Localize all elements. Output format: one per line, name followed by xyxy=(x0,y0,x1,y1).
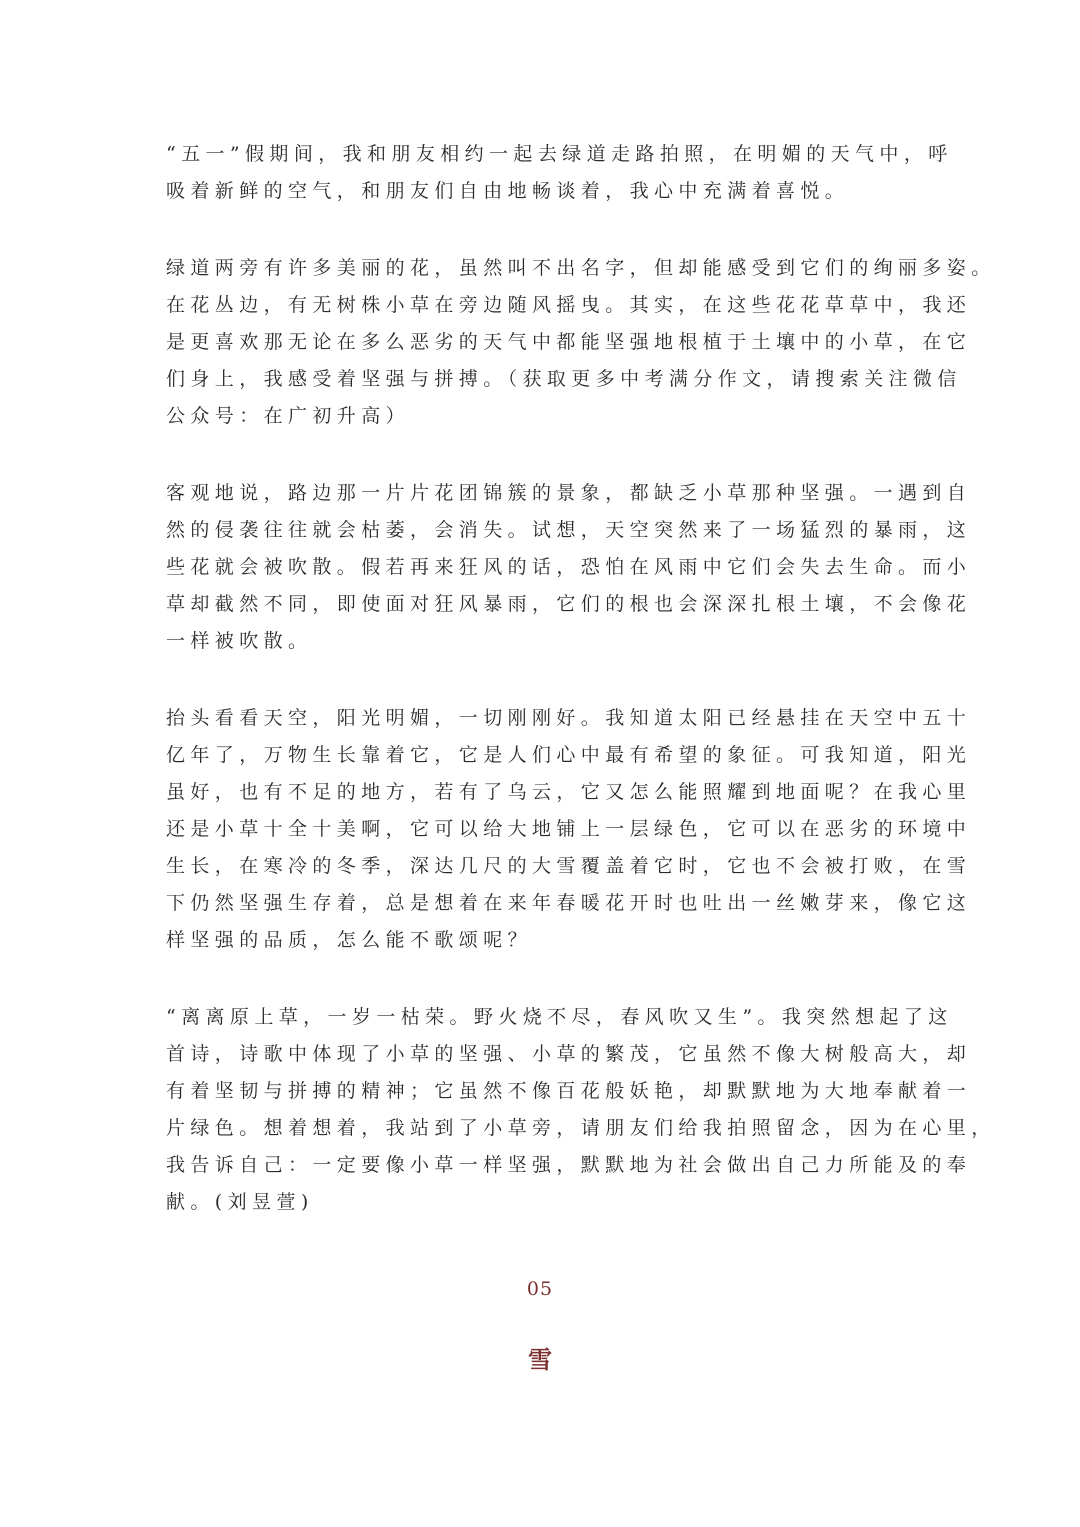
article-paragraph-2 xyxy=(166,250,996,435)
text-line: 片绿色。想着想着，我站到了小草旁，请朋友们给我拍照留念，因为在心里， xyxy=(166,1117,996,1139)
text-line: 是更喜欢那无论在多么恶劣的天气中都能坚强地根植于土壤中的小草，在它 xyxy=(166,331,972,353)
text-line: 在花丛边，有无树株小草在旁边随风摇曳。其实，在这些花花草草中，我还 xyxy=(166,294,972,316)
text-line: 公众号：在广初升高） xyxy=(166,405,411,427)
text-line: 还是小草十全十美啊，它可以给大地铺上一层绿色，它可以在恶劣的环境中 xyxy=(166,818,972,840)
text-line: 绿道两旁有许多美丽的花，虽然叫不出名字，但却能感受到它们的绚丽多姿。 xyxy=(166,257,996,279)
text-line: 首诗，诗歌中体现了小草的坚强、小草的繁茂，它虽然不像大树般高大，却 xyxy=(166,1043,972,1065)
text-line: 有着坚韧与拼搏的精神；它虽然不像百花般妖艳，却默默地为大地奉献着一 xyxy=(166,1080,972,1102)
article-paragraph-5 xyxy=(166,999,996,1221)
text-line: 虽好，也有不足的地方，若有了乌云，它又怎么能照耀到地面呢？在我心里 xyxy=(166,781,972,803)
page-number: 05 xyxy=(526,1278,554,1300)
text-line: 生长，在寒冷的冬季，深达几尺的大雪覆盖着它时，它也不会被打败，在雪 xyxy=(166,855,972,877)
article-body xyxy=(166,136,996,1261)
section-title: 雪 xyxy=(528,1345,552,1374)
text-line: “离离原上草，一岁一枯荣。野火烧不尽，春风吹又生”。我突然想起了这 xyxy=(166,1006,953,1028)
article-paragraph-3 xyxy=(166,475,972,660)
text-line: 我告诉自己：一定要像小草一样坚强，默默地为社会做出自己力所能及的奉 xyxy=(166,1154,972,1176)
text-line: 些花就会被吹散。假若再来狂风的话，恐怕在风雨中它们会失去生命。而小 xyxy=(166,556,972,578)
text-line: 吸着新鲜的空气，和朋友们自由地畅谈着，我心中充满着喜悦。 xyxy=(166,180,850,202)
article-paragraph-4 xyxy=(166,700,972,959)
text-line: 下仍然坚强生存着，总是想着在来年春暖花开时也吐出一丝嫩芽来，像它这 xyxy=(166,892,972,914)
text-line: 然的侵袭往往就会枯萎，会消失。试想，天空突然来了一场猛烈的暴雨，这 xyxy=(166,519,972,541)
text-line: 献。(刘昱萱) xyxy=(166,1191,314,1213)
article-paragraph-1 xyxy=(166,136,953,210)
text-line: 客观地说，路边那一片片花团锦簇的景象，都缺乏小草那种坚强。一遇到自 xyxy=(166,482,972,504)
text-line: 草却截然不同，即使面对狂风暴雨，它们的根也会深深扎根土壤，不会像花 xyxy=(166,593,972,615)
text-line: 样坚强的品质，怎么能不歌颂呢？ xyxy=(166,929,533,951)
text-line: 亿年了，万物生长靠着它，它是人们心中最有希望的象征。可我知道，阳光 xyxy=(166,744,972,766)
text-line: 们身上，我感受着坚强与拼搏。（获取更多中考满分作文，请搜索关注微信 xyxy=(166,368,962,390)
text-line: 一样被吹散。 xyxy=(166,630,313,652)
text-line: 抬头看看天空，阳光明媚，一切刚刚好。我知道太阳已经悬挂在天空中五十 xyxy=(166,707,972,729)
text-line: “五一”假期间，我和朋友相约一起去绿道走路拍照，在明媚的天气中，呼 xyxy=(166,143,953,165)
